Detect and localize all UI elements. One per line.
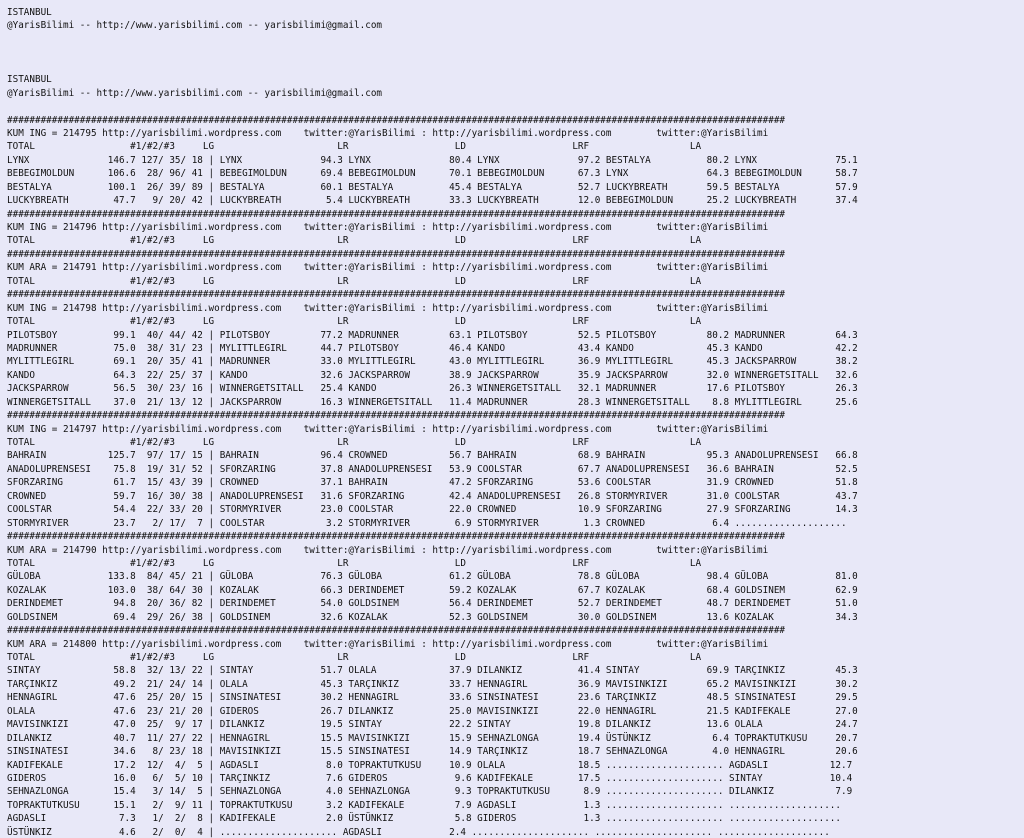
race-header: KUM ING = 214795 http://yarisbilimi.wordpress.com twitter:@YarisBilimi : http://yarisbilimi.wordpress.com twitter:@YarisBilimi (7, 127, 769, 139)
result-row: JACKSPARROW 56.5 30/ 23/ 16 | WINNERGETSITALL 25.4 KANDO 26.3 WINNERGETSITALL 32.1 MADRUNNER 17.6 PILOTSBOY 26.3 (7, 383, 858, 395)
blank-line (7, 100, 1024, 113)
race-header: KUM ING = 214796 http://yarisbilimi.wordpress.com twitter:@YarisBilimi : http://yarisbilimi.wordpress.com twitter:@YarisBilimi (7, 222, 769, 233)
result-row: LYNX 146.7 127/ 35/ 18 | LYNX 94.3 LYNX 80.4 LYNX 97.2 BESTALYA 80.2 LYNX 75.1 (7, 154, 858, 166)
race-header: KUM ARA = 214791 http://yarisbilimi.wordpress.com twitter:@YarisBilimi : http://yarisbilimi.wordpress.com twitter:@YarisBilimi (7, 262, 769, 274)
result-row: DERINDEMET 94.8 20/ 36/ 82 | DERINDEMET 54.0 GOLDSINEM 56.4 DERINDEMET 52.7 DERINDEMET 48.7 DERINDEMET 51.0 (7, 598, 858, 610)
column-header: TOTAL #1/#2/#3 LG LR LD LRF LA (7, 652, 702, 663)
column-header: TOTAL #1/#2/#3 LG LR LD LRF LA (7, 316, 702, 328)
result-row: GIDEROS 16.0 6/ 5/ 10 | TARÇINKIZ 7.6 GIDEROS 9.6 KADIFEKALE 17.5 ..................... SINTAY 10.4 (7, 772, 853, 784)
result-row: SINTAY 58.8 32/ 13/ 22 | SINTAY 51.7 OLALA 37.9 DILANKIZ 41.4 SINTAY 69.9 TARÇINKIZ 45.3 (7, 665, 858, 677)
result-row: KADIFEKALE 17.2 12/ 4/ 5 | AGDASLI 8.0 TOPRAKTUTKUSU 10.9 OLALA 18.5 ..................... AGDASLI 12.7 (7, 759, 853, 771)
race-header: KUM ING = 214797 http://yarisbilimi.wordpress.com twitter:@YarisBilimi : http://yarisbilimi.wordpress.com twitter:@YarisBilimi (7, 423, 769, 435)
result-row: LUCKYBREATH 47.7 9/ 20/ 42 | LUCKYBREATH 5.4 LUCKYBREATH 33.3 LUCKYBREATH 12.0 BEBEGIMOLDUN 25.2 LUCKYBREATH 37.4 (7, 195, 858, 207)
race-header: KUM ING = 214798 http://yarisbilimi.wordpress.com twitter:@YarisBilimi : http://yarisbilimi.wordpress.com twitter:@YarisBilimi (7, 302, 769, 314)
separator-line: ########################################################################################################################################### (7, 625, 786, 637)
page-title: ISTANBUL (7, 74, 52, 86)
result-row: MYLITTLEGIRL 69.1 20/ 35/ 41 | MADRUNNER 33.0 MYLITTLEGIRL 43.0 MYLITTLEGIRL 36.9 MYLITTLEGIRL 45.3 JACKSPARROW 38.2 (7, 356, 858, 368)
contact-line: @YarisBilimi -- http://www.yarisbilimi.com -- yarisbilimi@gmail.com (7, 20, 383, 32)
column-header: TOTAL #1/#2/#3 LG LR LD LRF LA (7, 235, 702, 247)
separator-line: ########################################################################################################################################### (7, 410, 786, 422)
result-row: WINNERGETSITALL 37.0 21/ 13/ 12 | JACKSPARROW 16.3 WINNERGETSITALL 11.4 MADRUNNER 28.3 WINNERGETSITALL 8.8 MYLITTLEGIRL 25.6 (7, 396, 858, 408)
result-row: MADRUNNER 75.0 38/ 31/ 23 | MYLITTLEGIRL 44.7 PILOTSBOY 46.4 KANDO 43.4 KANDO 45.3 KANDO 42.2 (7, 342, 858, 354)
column-header: TOTAL #1/#2/#3 LG LR LD LRF LA (7, 437, 702, 448)
result-row: BEBEGIMOLDUN 106.6 28/ 96/ 41 | BEBEGIMOLDUN 69.4 BEBEGIMOLDUN 70.1 BEBEGIMOLDUN 67.3 LYNX 64.3 BEBEGIMOLDUN 58.7 (7, 168, 858, 180)
result-row: DILANKIZ 40.7 11/ 27/ 22 | HENNAGIRL 15.5 MAVISINKIZI 15.9 SEHNAZLONGA 19.4 ÜSTÜNKIZ 6.4 TOPRAKTUTKUSU 20.7 (7, 732, 858, 744)
result-row: MAVISINKIZI 47.0 25/ 9/ 17 | DILANKIZ 19.5 SINTAY 22.2 SINTAY 19.8 DILANKIZ 13.6 OLALA 24.7 (7, 719, 858, 731)
blank-line (7, 60, 1024, 73)
result-row: SFORZARING 61.7 15/ 43/ 39 | CROWNED 37.1 BAHRAIN 47.2 SFORZARING 53.6 COOLSTAR 31.9 CROWNED 51.8 (7, 477, 858, 489)
result-row: KOZALAK 103.0 38/ 64/ 30 | KOZALAK 66.3 DERINDEMET 59.2 KOZALAK 67.7 KOZALAK 68.4 GOLDSINEM 62.9 (7, 584, 858, 596)
page-title: ISTANBUL (7, 7, 52, 18)
result-row: CROWNED 59.7 16/ 30/ 38 | ANADOLUPRENSESI 31.6 SFORZARING 42.4 ANADOLUPRENSESI 26.8 STORMYRIVER 31.0 COOLSTAR 43.7 (7, 490, 858, 502)
result-row: BESTALYA 100.1 26/ 39/ 89 | BESTALYA 60.1 BESTALYA 45.4 BESTALYA 52.7 LUCKYBREATH 59.5 BESTALYA 57.9 (7, 181, 858, 193)
blank-line (7, 33, 1024, 46)
result-row: KANDO 64.3 22/ 25/ 37 | KANDO 32.6 JACKSPARROW 38.9 JACKSPARROW 35.9 JACKSPARROW 32.0 WINNERGETSITALL 32.6 (7, 369, 858, 381)
separator-line: ########################################################################################################################################### (7, 248, 786, 260)
result-row: COOLSTAR 54.4 22/ 33/ 20 | STORMYRIVER 23.0 COOLSTAR 22.0 CROWNED 10.9 SFORZARING 27.9 SFORZARING 14.3 (7, 504, 858, 516)
race-header: KUM ARA = 214790 http://yarisbilimi.wordpress.com twitter:@YarisBilimi : http://yarisbilimi.wordpress.com twitter:@YarisBilimi (7, 544, 769, 556)
result-row: TARÇINKIZ 49.2 21/ 24/ 14 | OLALA 45.3 TARÇINKIZ 33.7 HENNAGIRL 36.9 MAVISINKIZI 65.2 MAVISINKIZI 30.2 (7, 678, 858, 690)
result-row: PILOTSBOY 99.1 40/ 44/ 42 | PILOTSBOY 77.2 MADRUNNER 63.1 PILOTSBOY 52.5 PILOTSBOY 80.2 MADRUNNER 64.3 (7, 329, 858, 341)
result-row: GÜLOBA 133.8 84/ 45/ 21 | GÜLOBA 76.3 GÜLOBA 61.2 GÜLOBA 78.8 GÜLOBA 98.4 GÜLOBA 81.0 (7, 571, 858, 583)
result-row: ANADOLUPRENSESI 75.8 19/ 31/ 52 | SFORZARING 37.8 ANADOLUPRENSESI 53.9 COOLSTAR 67.7 ANADOLUPRENSESI 36.6 BAHRAIN 52.5 (7, 463, 858, 475)
blank-line (7, 46, 1024, 59)
result-row: GOLDSINEM 69.4 29/ 26/ 38 | GOLDSINEM 32.6 KOZALAK 52.3 GOLDSINEM 30.0 GOLDSINEM 13.6 KOZALAK 34.3 (7, 611, 858, 623)
separator-line: ########################################################################################################################################### (7, 531, 786, 543)
result-row: SEHNAZLONGA 15.4 3/ 14/ 5 | SEHNAZLONGA 4.0 SEHNAZLONGA 9.3 TOPRAKTUTKUSU 8.9 ..................... DILANKIZ 7.9 (7, 786, 853, 798)
result-row: TOPRAKTUTKUSU 15.1 2/ 9/ 11 | TOPRAKTUTKUSU 3.2 KADIFEKALE 7.9 AGDASLI 1.3 ..................... .................... (7, 799, 841, 811)
result-row: OLALA 47.6 23/ 21/ 20 | GIDEROS 26.7 DILANKIZ 25.0 MAVISINKIZI 22.0 HENNAGIRL 21.5 KADIFEKALE 27.0 (7, 705, 858, 717)
result-row: SINSINATESI 34.6 8/ 23/ 18 | MAVISINKIZI 15.5 SINSINATESI 14.9 TARÇINKIZ 18.7 SEHNAZLONGA 4.0 HENNAGIRL 20.6 (7, 746, 858, 758)
result-row: ÜSTÜNKIZ 4.6 2/ 0/ 4 | ..................... AGDASLI 2.4 ..................... ..................... .................... (7, 826, 830, 838)
column-header: TOTAL #1/#2/#3 LG LR LD LRF LA (7, 141, 702, 153)
result-row: BAHRAIN 125.7 97/ 17/ 15 | BAHRAIN 96.4 CROWNED 56.7 BAHRAIN 68.9 BAHRAIN 95.3 ANADOLUPRENSESI 66.8 (7, 450, 858, 462)
result-row: HENNAGIRL 47.6 25/ 20/ 15 | SINSINATESI 30.2 HENNAGIRL 33.6 SINSINATESI 23.6 TARÇINKIZ 48.5 SINSINATESI 29.5 (7, 692, 858, 704)
result-row: STORMYRIVER 23.7 2/ 17/ 7 | COOLSTAR 3.2 STORMYRIVER 6.9 STORMYRIVER 1.3 CROWNED 6.4 .................... (7, 517, 847, 529)
separator-line: ########################################################################################################################################### (7, 208, 786, 220)
column-header: TOTAL #1/#2/#3 LG LR LD LRF LA (7, 557, 702, 569)
column-header: TOTAL #1/#2/#3 LG LR LD LRF LA (7, 275, 702, 287)
race-header: KUM ARA = 214800 http://yarisbilimi.wordpress.com twitter:@YarisBilimi : http://yarisbilimi.wordpress.com twitter:@YarisBilimi (7, 638, 769, 650)
separator-line: ########################################################################################################################################### (7, 289, 786, 301)
separator-line: ########################################################################################################################################### (7, 114, 786, 126)
result-row: AGDASLI 7.3 1/ 2/ 8 | KADIFEKALE 2.0 ÜSTÜNKIZ 5.8 GIDEROS 1.3 ..................... .................... (7, 813, 841, 825)
contact-line: @YarisBilimi -- http://www.yarisbilimi.com -- yarisbilimi@gmail.com (7, 87, 383, 99)
